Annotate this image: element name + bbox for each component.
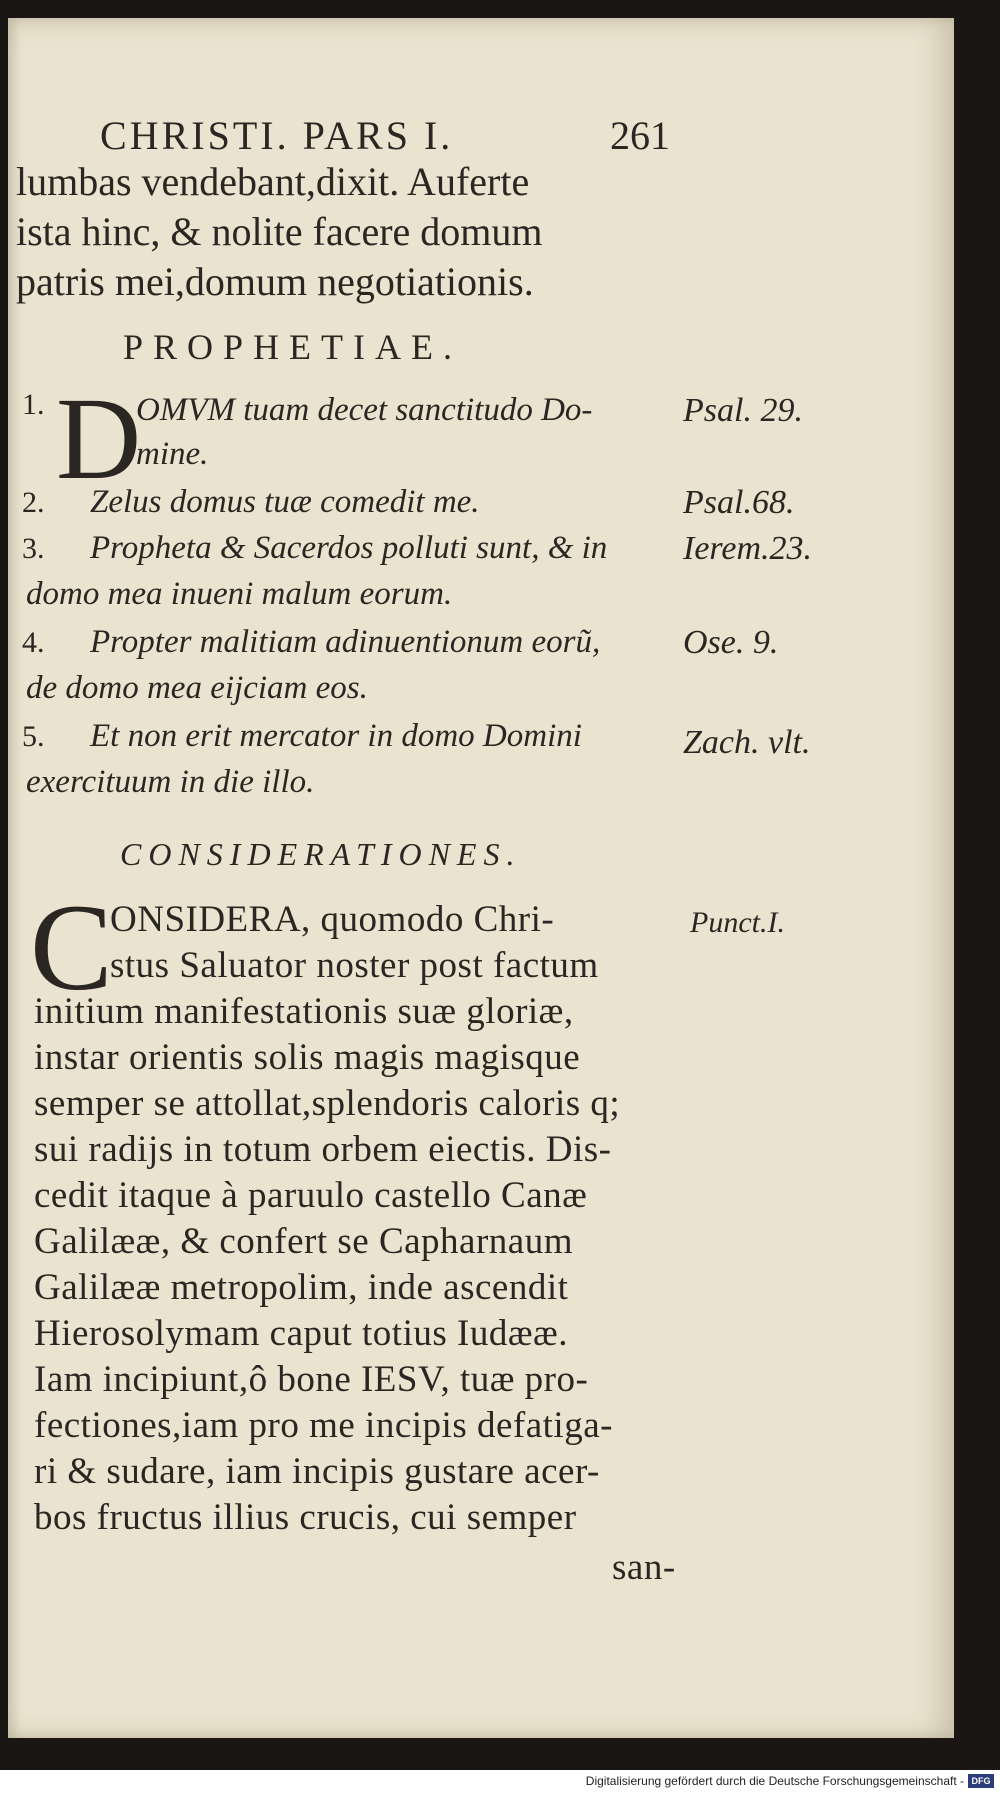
item-number: 1.	[22, 388, 45, 421]
book-page	[8, 18, 954, 1738]
prophecy-line: Propter malitiam adinuentionum eorũ,	[90, 624, 601, 660]
prophecy-line: OMVM tuam decet sanctitudo Do-	[136, 392, 593, 428]
text-line: instar orientis solis magis magisque	[34, 1037, 581, 1078]
prophecy-line: mine.	[136, 436, 209, 472]
text-line: bos fructus illius crucis, cui semper	[34, 1497, 577, 1538]
catchword: san-	[612, 1547, 676, 1588]
text-line: Iam incipiunt,ô bone IESV, tuæ pro-	[34, 1359, 589, 1400]
section-title-considerationes: CONSIDERATIONES.	[120, 836, 522, 872]
page-number: 261	[610, 113, 670, 158]
text-line: cedit itaque à paruulo castello Canæ	[34, 1175, 588, 1216]
text-line: Galilææ, & confert se Capharnaum	[34, 1221, 574, 1262]
margin-reference: Punct.I.	[690, 906, 785, 939]
scripture-reference: Ose. 9.	[683, 624, 779, 661]
text-line: sui radijs in totum orbem eiectis. Dis-	[34, 1129, 612, 1170]
item-number: 4.	[22, 626, 45, 659]
text-line: ista hinc, & nolite facere domum	[16, 209, 543, 254]
prophecy-line: Zelus domus tuæ comedit me.	[90, 484, 480, 520]
text-line: stus Saluator noster post factum	[110, 945, 599, 986]
digitization-footer	[0, 1770, 1000, 1793]
text-line: initium manifestationis suæ gloriæ,	[34, 991, 574, 1032]
running-header	[100, 112, 670, 159]
text-line: Galilææ metropolim, inde ascendit	[34, 1267, 569, 1308]
scripture-reference: Psal. 29.	[683, 392, 803, 429]
prophecy-line: Propheta & Sacerdos polluti sunt, & in	[90, 530, 608, 566]
text-line: ONSIDERA, quomodo Chri-	[110, 899, 555, 940]
scripture-reference: Psal.68.	[683, 484, 795, 521]
dfg-logo: DFG	[968, 1774, 994, 1788]
scripture-reference: Zach. vlt.	[683, 724, 811, 761]
prophecy-line: domo mea inueni malum eorum.	[26, 576, 453, 612]
prophecy-line: de domo mea eijciam eos.	[26, 670, 368, 706]
text-line: Hierosolymam caput totius Iudææ.	[34, 1313, 568, 1354]
text-line: fectiones,iam pro me incipis defatiga-	[34, 1405, 613, 1446]
scripture-reference: Ierem.23.	[683, 530, 813, 567]
text-line: patris mei,domum negotiationis.	[16, 259, 534, 304]
prophecy-line: exercituum in die illo.	[26, 764, 315, 800]
drop-cap-d: D	[56, 373, 142, 504]
footer-credit: Digitalisierung gefördert durch die Deutsche Forschungsgemeinschaft -	[585, 1774, 964, 1788]
item-number: 5.	[22, 720, 45, 753]
running-title: CHRISTI. PARS I.	[100, 113, 454, 158]
drop-cap-c: C	[30, 879, 113, 1016]
text-line: semper se attollat,splendoris caloris q;	[34, 1083, 621, 1124]
item-number: 2.	[22, 486, 45, 519]
text-line: ri & sudare, iam incipis gustare acer-	[34, 1451, 600, 1492]
item-number: 3.	[22, 532, 45, 565]
prophecy-line: Et non erit mercator in domo Domini	[90, 718, 582, 754]
section-title-prophetiae: PROPHETIAE.	[123, 327, 463, 367]
text-line: lumbas vendebant,dixit. Auferte	[16, 159, 530, 204]
